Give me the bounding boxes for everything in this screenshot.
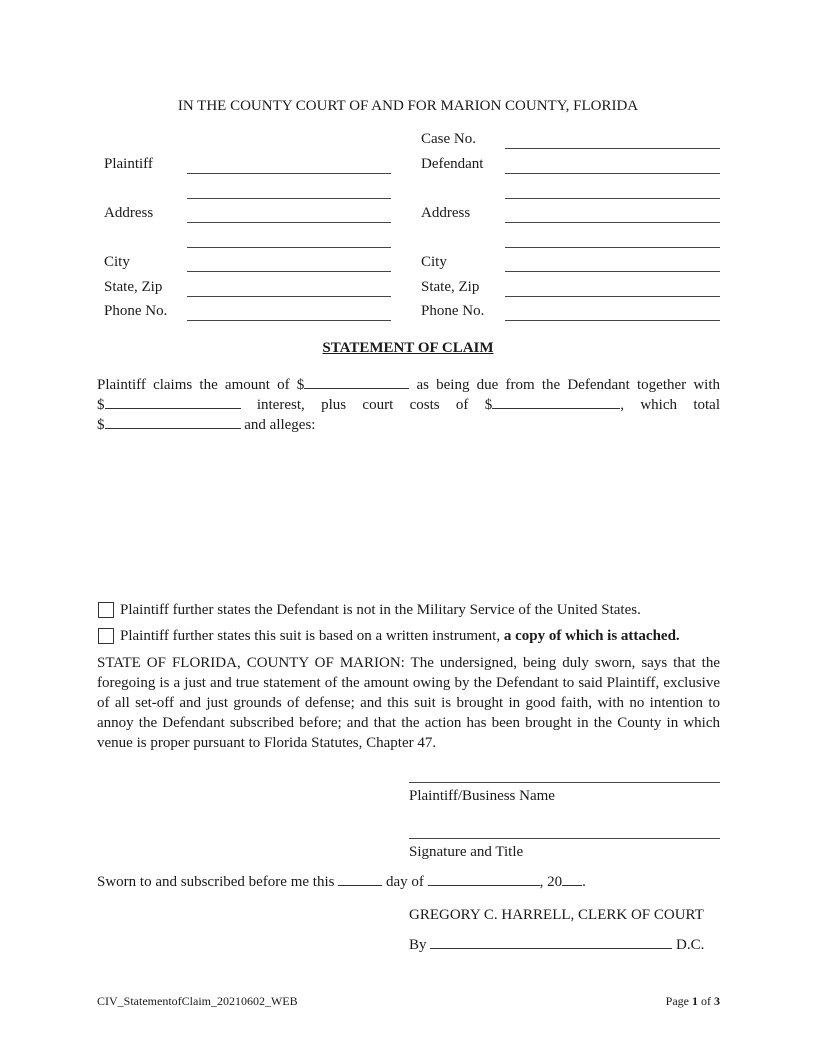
total-prefix: $	[97, 417, 105, 433]
period: .	[582, 874, 586, 890]
plaintiff-state-zip-label: State, Zip	[104, 279, 163, 295]
case-no-label: Case No.	[421, 131, 476, 147]
total-amount-field[interactable]	[105, 414, 241, 429]
page-number	[666, 994, 720, 1009]
defendant-city-label: City	[421, 254, 447, 270]
defendant-label: Defendant	[421, 156, 484, 172]
defendant-phone-label: Phone No.	[421, 303, 485, 319]
deputy-clerk-line	[409, 934, 704, 954]
deputy-clerk-field[interactable]	[430, 934, 672, 949]
month-field[interactable]	[428, 871, 540, 886]
total-text: , which total	[620, 397, 720, 413]
statement-title: STATEMENT OF CLAIM	[322, 340, 494, 356]
signature-title-label: Signature and Title	[409, 844, 524, 860]
military-service-text	[120, 601, 641, 619]
defendant-address-line3-field[interactable]	[505, 247, 720, 248]
alleges-text: and alleges:	[244, 417, 316, 433]
interest-prefix: $	[97, 397, 105, 413]
defendant-state-zip-label: State, Zip	[421, 279, 480, 295]
business-name-field[interactable]	[409, 782, 720, 783]
copy-attached-text: a copy of which is attached.	[503, 628, 680, 644]
year-field[interactable]	[562, 871, 582, 886]
court-costs-field[interactable]	[492, 394, 620, 409]
plaintiff-name-field[interactable]	[187, 173, 391, 174]
interest-amount-field[interactable]	[105, 394, 241, 409]
defendant-state-zip-field[interactable]	[505, 296, 720, 297]
year-prefix: , 20	[539, 874, 563, 890]
plaintiff-address-line1-field[interactable]	[187, 198, 391, 199]
written-instrument-label: Plaintiff further states this suit is based on a written instrument,	[120, 628, 504, 644]
clerk-name: GREGORY C. HARRELL, CLERK OF COURT	[409, 907, 704, 923]
document-id: CIV_StatementofClaim_20210602_WEB	[97, 994, 298, 1008]
defendant-address-line1-field[interactable]	[505, 198, 720, 199]
defendant-name-field[interactable]	[505, 173, 720, 174]
plaintiff-city-label: City	[104, 254, 130, 270]
plaintiff-address-label: Address	[104, 205, 154, 221]
plaintiff-address-line3-field[interactable]	[187, 247, 391, 248]
sworn-prefix: Sworn to and subscribed before me this	[97, 874, 335, 890]
defendant-address-label: Address	[421, 205, 471, 221]
written-instrument-text	[120, 627, 680, 645]
case-no-field[interactable]	[505, 148, 720, 149]
business-name-label: Plaintiff/Business Name	[409, 788, 555, 804]
signature-field[interactable]	[409, 838, 720, 839]
plaintiff-city-field[interactable]	[187, 271, 391, 272]
by-label: By	[409, 937, 427, 953]
claim-line-3	[97, 414, 720, 435]
claim-amount-field[interactable]	[304, 374, 409, 389]
defendant-address-line2-field[interactable]	[505, 222, 720, 223]
claim-amount-suffix: as being due from the Defendant together with	[416, 377, 720, 393]
military-service-label: Plaintiff further states the Defendant is not in the Military Service of the United States.	[120, 602, 641, 618]
page-total: 3	[714, 994, 720, 1008]
written-instrument-checkbox[interactable]	[98, 628, 114, 644]
claim-line-1	[97, 374, 720, 395]
page-current: 1	[692, 994, 698, 1008]
claim-amount-prefix: Plaintiff claims the amount of $	[97, 377, 305, 393]
dc-label: D.C.	[676, 937, 705, 953]
claim-line-2	[97, 394, 720, 415]
page-prefix: Page	[665, 994, 692, 1008]
plaintiff-label: Plaintiff	[104, 156, 153, 172]
page-of: of	[698, 994, 714, 1008]
sworn-line	[97, 871, 586, 891]
allegations-area[interactable]	[97, 440, 720, 590]
plaintiff-state-zip-field[interactable]	[187, 296, 391, 297]
defendant-phone-field[interactable]	[505, 320, 720, 321]
day-of-text: day of	[385, 874, 424, 890]
plaintiff-phone-field[interactable]	[187, 320, 391, 321]
oath-paragraph: STATE OF FLORIDA, COUNTY OF MARION: The undersigned, being duly sworn, says that the foregoing is a just and true statement of the amount owing by the Defendant to said Plaintiff, exclusive of all set-off and just grounds of defense; and this suit is brought in good faith, with no intention to annoy the Defendant subscribed before; and that the action has been brought in the County in which venue is proper pursuant to Florida Statutes, Chapter 47.	[97, 655, 720, 751]
defendant-city-field[interactable]	[505, 271, 720, 272]
plaintiff-phone-label: Phone No.	[104, 303, 168, 319]
day-field[interactable]	[338, 871, 382, 886]
court-title: IN THE COUNTY COURT OF AND FOR MARION COUNTY, FLORIDA	[177, 98, 639, 114]
plaintiff-address-line2-field[interactable]	[187, 222, 391, 223]
military-service-checkbox[interactable]	[98, 602, 114, 618]
court-costs-text: interest, plus court costs of $	[256, 397, 493, 413]
